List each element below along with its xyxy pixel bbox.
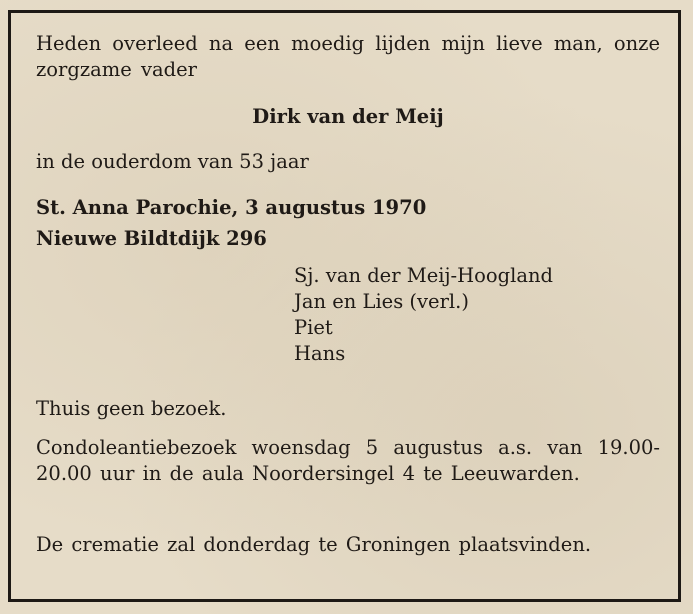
age-line: in de ouderdom van 53 jaar bbox=[36, 150, 309, 173]
cremation-text: De crematie zal donderdag te Groningen plaatsvinden. bbox=[36, 533, 592, 556]
signer-line: Piet bbox=[294, 316, 333, 339]
signers-list bbox=[294, 263, 553, 367]
signer-line: Hans bbox=[294, 342, 346, 365]
place-date: St. Anna Parochie, 3 augustus 1970 bbox=[36, 196, 427, 219]
address: Nieuwe Bildtdijk 296 bbox=[36, 227, 267, 250]
no-visits-text: Thuis geen bezoek. bbox=[36, 397, 227, 420]
opening-text: Heden overleed na een moedig lijden mijn lieve man, onze zorgzame vader bbox=[36, 32, 660, 81]
signer-line: Jan en Lies (verl.) bbox=[294, 290, 469, 313]
condolence-text: Condoleantiebezoek woensdag 5 augustus a.s. van 19.00-20.00 uur in de aula Noordersingel 4 te Leeuwarden. bbox=[36, 436, 660, 485]
deceased-name: Dirk van der Meij bbox=[252, 105, 444, 128]
signer-line: Sj. van der Meij-Hoogland bbox=[294, 264, 553, 287]
